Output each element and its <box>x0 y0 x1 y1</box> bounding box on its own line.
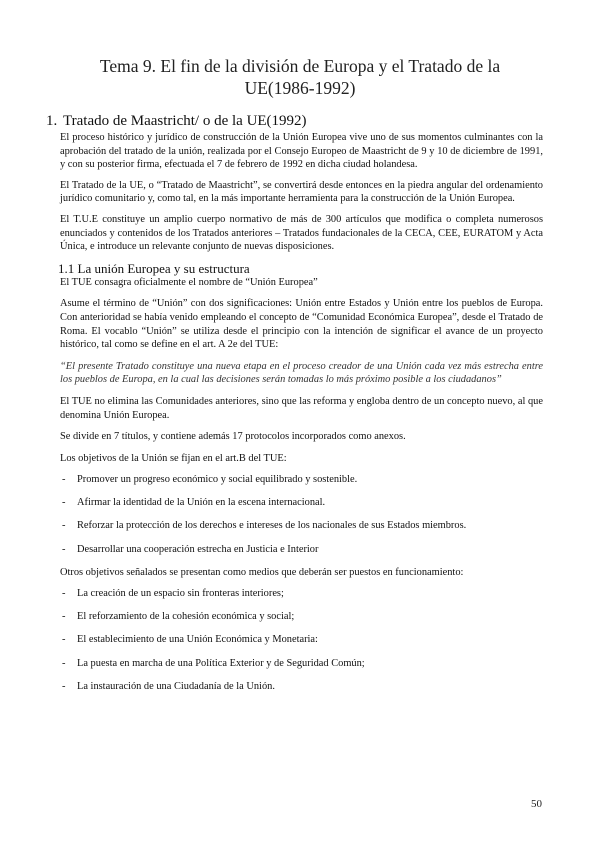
section-heading <box>46 112 307 130</box>
other-objectives-intro: Otros objetivos señalados se presentan como medios que deberán ser puestos en funcionamiento: <box>60 566 464 578</box>
document-body <box>60 131 543 703</box>
paragraph: Asume el término de “Unión” con dos significaciones: Unión entre Estados y Unión entre los pueblos de Europa. Con anterioridad se había venido empleando el concepto de “Comunidad Económica Europea”, desde el Tratado de Roma. El vocablo “Unión” se utiliza desde el principio con la intención de significar el avance de un proyecto histórico, tal como se define en el art. A 2e del TUE: <box>60 298 543 351</box>
paragraph: El T.U.E constituye un amplio cuerpo normativo de más de 300 artículos que modifica o completa numerosos enunciados y contenidos de los Tratados anteriores – Tratados fundacionales de la CECA, CEE, EURATOM y Acta Única, e introduce un relevante conjunto de nuevas disposiciones. <box>60 213 543 253</box>
paragraph: Se divide en 7 títulos, y contiene además 17 protocolos incorporados como anexos. <box>60 431 406 443</box>
objectives-list <box>60 473 543 556</box>
list-item: - La puesta en marcha de una Política Exterior y de Seguridad Común; <box>60 657 543 671</box>
list-item: - La instauración de una Ciudadanía de la Unión. <box>60 680 543 694</box>
subsection-lead: El TUE consagra oficialmente el nombre de “Unión Europea” <box>60 276 318 288</box>
list-item: - El reforzamiento de la cohesión económica y social; <box>60 610 543 624</box>
list-item: - Promover un progreso económico y social equilibrado y sostenible. <box>60 473 543 487</box>
list-item: - Afirmar la identidad de la Unión en la escena internacional. <box>60 496 543 510</box>
paragraph: El Tratado de la UE, o “Tratado de Maastricht”, se convertirá desde entonces en la piedra angular del ordenamiento jurídico comunitario y, como tal, en la más importante herramienta para la construcción de la Unión Europea. <box>60 179 543 205</box>
page-number: 50 <box>531 798 542 810</box>
list-item: - Reforzar la protección de los derechos e intereses de los nacionales de sus Estados miembros. <box>60 519 543 533</box>
section-number: 1. <box>46 113 58 129</box>
paragraph: El proceso histórico y jurídico de construcción de la Unión Europea vive uno de sus momentos culminantes con la aprobación del tratado de la unión, realizada por el Consejo Europeo de Maastricht de 9 y 10 de diciembre de 1991, y con su posterior firma, efectuada el 7 de febrero de 1992 en dicha ciudad holandesa. <box>60 132 543 171</box>
list-item: - El establecimiento de una Unión Económica y Monetaria: <box>60 633 543 647</box>
section-heading-text: Tratado de Maastricht/ o de la UE(1992) <box>63 113 307 129</box>
other-objectives-list <box>60 587 543 693</box>
objectives-intro: Los objetivos de la Unión se fijan en el art.B del TUE: <box>60 452 287 464</box>
treaty-quote: “El presente Tratado constituye una nueva etapa en el proceso creador de una Unión cada vez más estrecha entre los pueblos de Europa, en la cual las decisiones serán tomadas lo más próximo posible a los ciudadanos” <box>60 360 543 386</box>
document-title: Tema 9. El fin de la división de Europa y el Tratado de la UE(1986-1992) <box>99 56 501 98</box>
list-item: - Desarrollar una cooperación estrecha en Justicia e Interior <box>60 543 543 557</box>
subsection-heading: 1.1 La unión Europea y su estructura <box>58 260 250 276</box>
paragraph: El TUE no elimina las Comunidades anteriores, sino que las reforma y engloba dentro de un concepto nuevo, al que denomina Unión Europea. <box>60 395 543 421</box>
list-item: - La creación de un espacio sin fronteras interiores; <box>60 587 543 601</box>
